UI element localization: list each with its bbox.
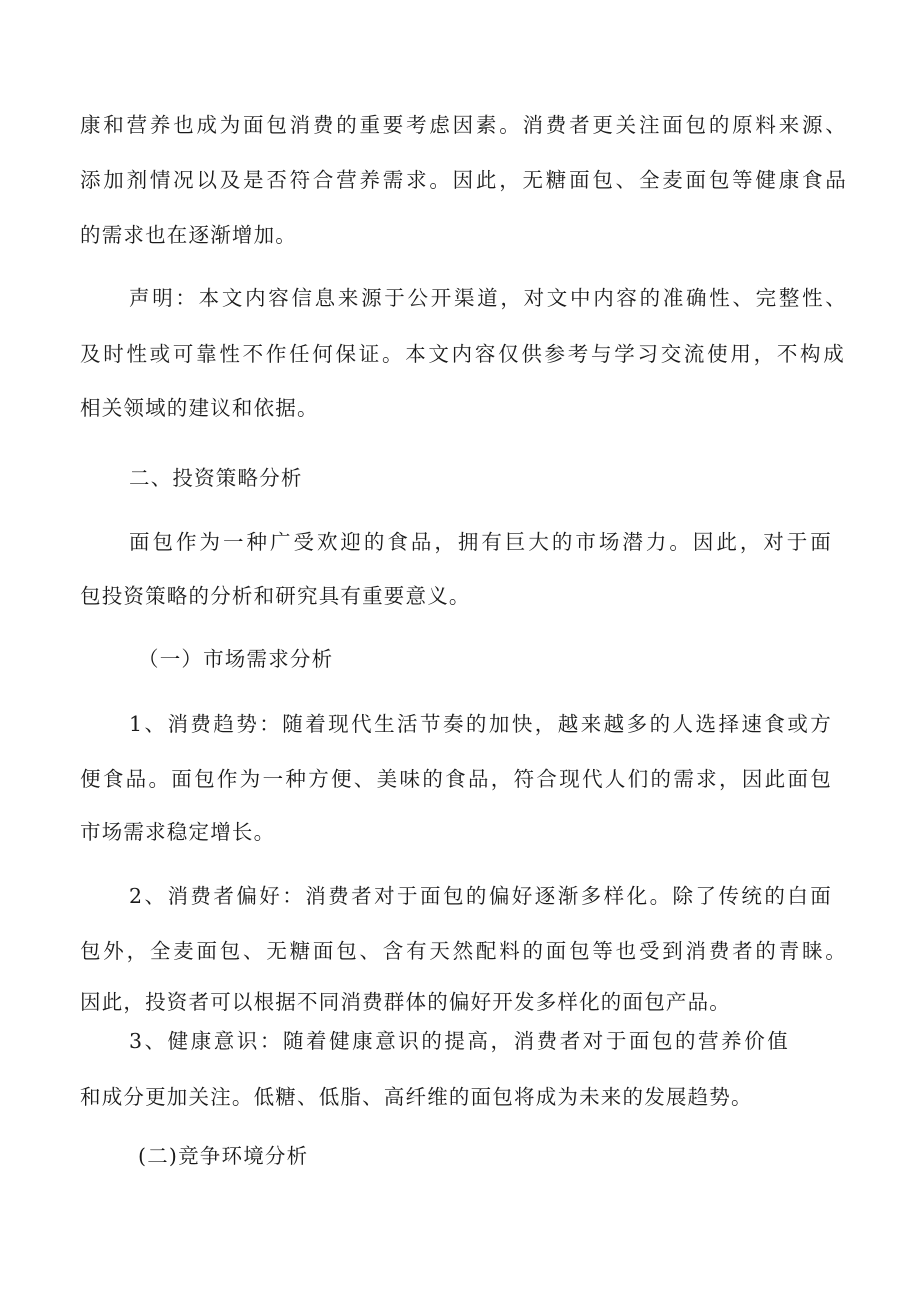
disclaimer-line: 声明：本文内容信息来源于公开渠道，对文中内容的准确性、完整性、	[129, 286, 847, 310]
subsection-heading: (二)竞争环境分析	[138, 1144, 309, 1168]
intro-line: 面包作为一种广受欢迎的食品，拥有巨大的市场潜力。因此，对于面	[129, 530, 832, 554]
paragraph-line: 康和营养也成为面包消费的重要考虑因素。消费者更关注面包的原料来源、	[80, 113, 847, 137]
item-line: 包外，全麦面包、无糖面包、含有天然配料的面包等也受到消费者的青睐。	[80, 939, 847, 963]
intro-line: 包投资策略的分析和研究具有重要意义。	[80, 584, 471, 608]
item-line: 和成分更加关注。低糖、低脂、高纤维的面包将成为未来的发展趋势。	[80, 1085, 753, 1109]
item-line: 便食品。面包作为一种方便、美味的食品，符合现代人们的需求，因此面包	[80, 767, 832, 791]
section-heading: 二、投资策略分析	[129, 466, 303, 490]
item-line: 市场需求稳定增长。	[80, 820, 276, 844]
subsection-heading: （一）市场需求分析	[138, 647, 334, 671]
item-line: 2、消费者偏好：消费者对于面包的偏好逐渐多样化。除了传统的白面	[129, 884, 832, 908]
paragraph-line: 的需求也在逐渐增加。	[80, 223, 297, 247]
disclaimer-line: 及时性或可靠性不作任何保证。本文内容仅供参考与学习交流使用，不构成	[80, 342, 845, 366]
item-line: 1、消费趋势：随着现代生活节奏的加快，越来越多的人选择速食或方	[129, 712, 832, 736]
item-line: 因此，投资者可以根据不同消费群体的偏好开发多样化的面包产品。	[80, 990, 731, 1014]
item-line: 3、健康意识：随着健康意识的提高，消费者对于面包的营养价值	[129, 1029, 789, 1053]
disclaimer-line: 相关领域的建议和依据。	[80, 396, 319, 420]
paragraph-line: 添加剂情况以及是否符合营养需求。因此，无糖面包、全麦面包等健康食品	[80, 168, 847, 192]
